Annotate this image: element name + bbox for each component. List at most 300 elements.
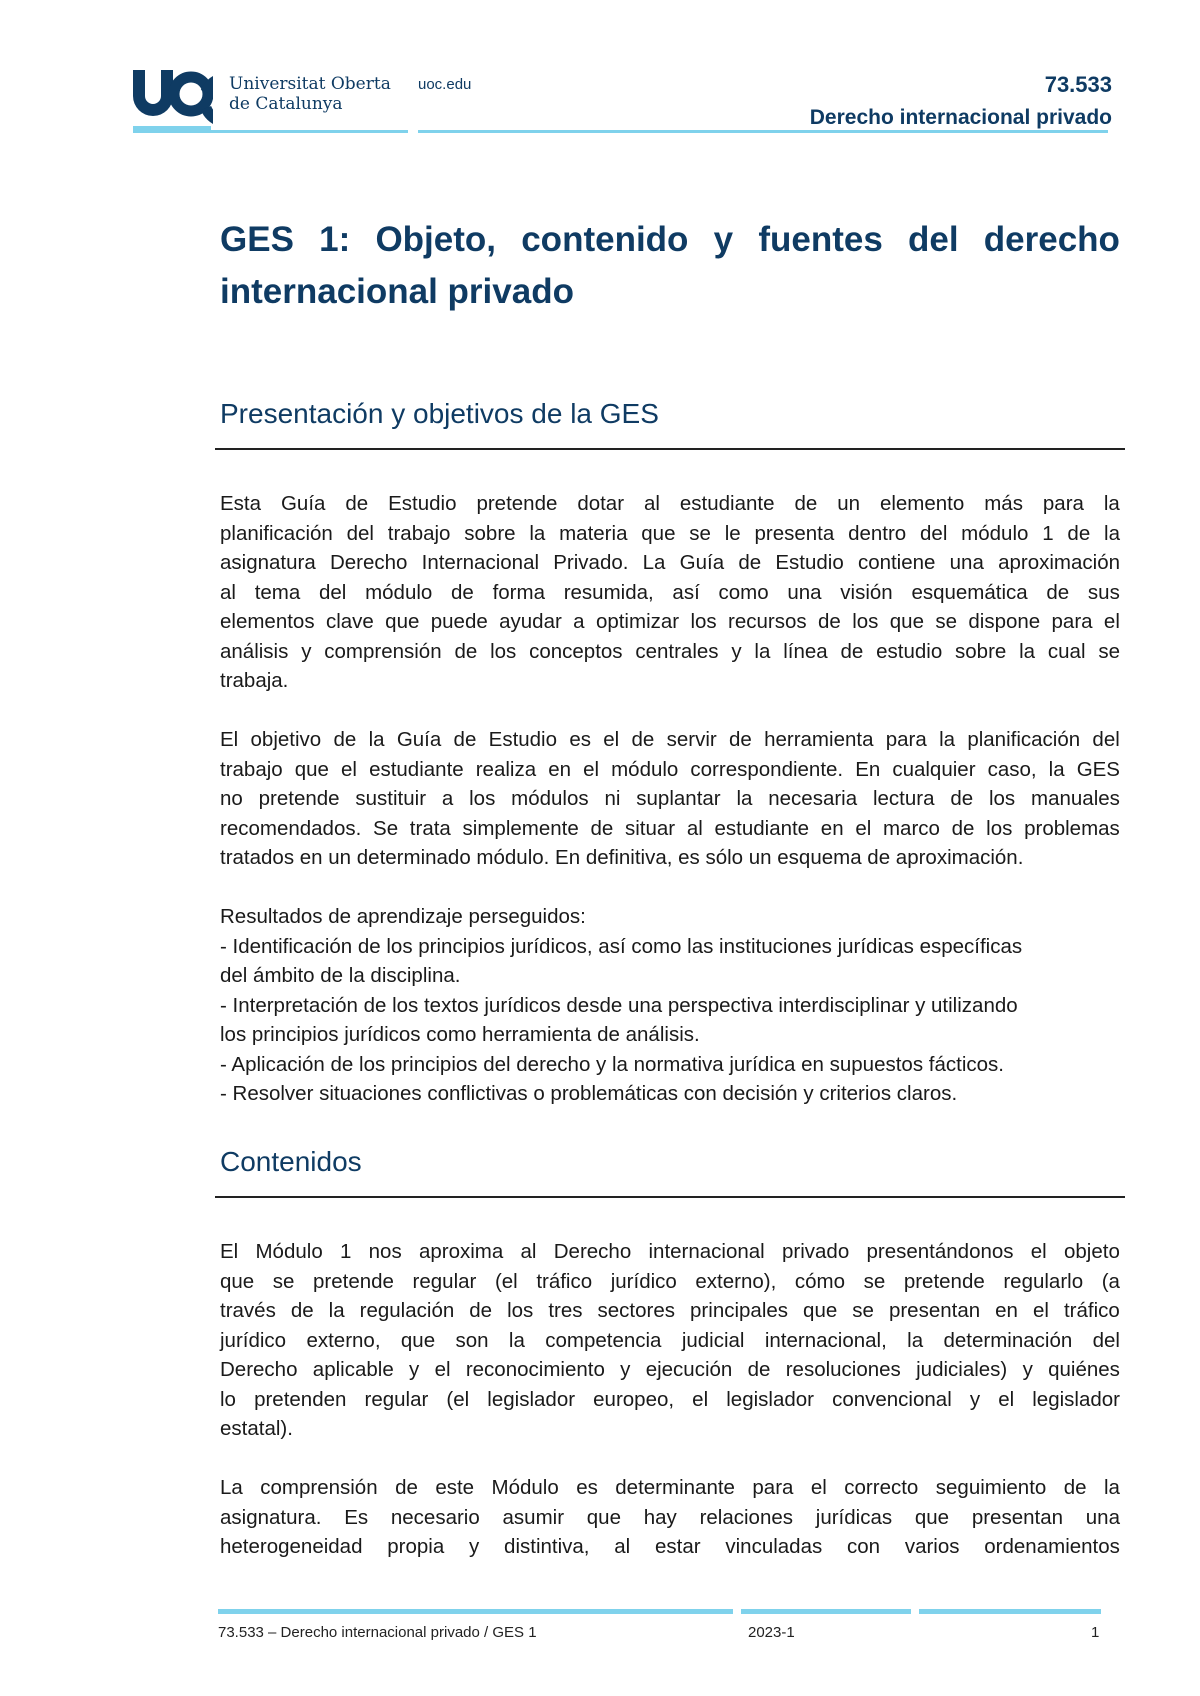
word: relaciones xyxy=(699,1505,794,1529)
text-line: tratados en un determinado módulo. En definitiva, es sólo un esquema de aproximación. xyxy=(220,846,1024,869)
word: En xyxy=(855,757,881,781)
word: a xyxy=(573,610,585,633)
word: pretende xyxy=(313,1269,394,1293)
word: realiza xyxy=(475,757,537,781)
text-line xyxy=(220,1355,1120,1385)
word: de xyxy=(747,1358,771,1381)
word: elemento xyxy=(879,492,965,515)
word: módulos xyxy=(511,787,589,810)
word: así xyxy=(672,580,700,604)
paragraph xyxy=(220,1473,1120,1562)
word: de xyxy=(290,1299,314,1322)
word: y xyxy=(731,639,742,663)
word: el xyxy=(603,728,620,751)
section-rule xyxy=(215,1196,1125,1198)
word: El xyxy=(220,728,239,751)
word: de xyxy=(738,551,762,574)
word: Estudio xyxy=(775,551,844,574)
word: los xyxy=(507,1299,534,1322)
word: estar xyxy=(655,1535,701,1558)
footer-semester: 2023-1 xyxy=(748,1624,795,1641)
word: no xyxy=(220,787,243,810)
word: suplantar xyxy=(636,787,721,810)
word: es xyxy=(576,1476,598,1499)
word: necesaria xyxy=(768,787,858,810)
word: contiene xyxy=(857,551,936,574)
word: Derecho xyxy=(220,1358,298,1381)
word: dispone xyxy=(968,610,1041,633)
word: pretende xyxy=(258,787,340,810)
word: El xyxy=(220,1240,239,1263)
word: el xyxy=(1032,1299,1049,1322)
word: reconocimiento xyxy=(465,1358,605,1381)
word: lectura xyxy=(872,787,935,810)
word: ordenamientos xyxy=(984,1535,1120,1558)
word: nos xyxy=(368,1240,402,1263)
word: Esta xyxy=(220,492,262,515)
footer-accent-bar xyxy=(741,1609,911,1614)
word: estudiante xyxy=(714,816,810,840)
word: (a xyxy=(1101,1269,1120,1293)
word: (el xyxy=(446,1387,470,1411)
word: Privado. xyxy=(553,551,629,574)
word: el xyxy=(341,757,357,781)
word: los xyxy=(690,610,717,633)
word: la xyxy=(508,1328,525,1352)
word: del xyxy=(1092,1328,1120,1352)
word: problemas xyxy=(1024,816,1120,840)
word: legislador xyxy=(726,1387,814,1411)
word: asignatura. xyxy=(220,1505,322,1529)
word: principales xyxy=(690,1299,789,1322)
word: los xyxy=(852,610,879,633)
paragraph xyxy=(220,725,1120,873)
word: y xyxy=(713,220,734,259)
word: seguimiento xyxy=(935,1476,1047,1499)
title-line: internacional privado xyxy=(220,272,574,311)
word: que xyxy=(385,610,420,633)
word: jurídico xyxy=(610,1269,677,1293)
word: externo, xyxy=(306,1328,381,1352)
word: de xyxy=(1046,580,1070,604)
word: que xyxy=(586,1505,621,1529)
word: en xyxy=(820,816,844,840)
word: La xyxy=(642,551,666,574)
text-line xyxy=(220,784,1120,814)
word: centrales xyxy=(635,639,719,663)
word: lo xyxy=(220,1387,236,1411)
word: se xyxy=(852,1299,874,1322)
text-line xyxy=(220,637,1120,667)
word: línea xyxy=(783,639,828,663)
paragraph xyxy=(220,489,1120,696)
word: caso, xyxy=(987,757,1037,781)
word: resumida, xyxy=(563,580,654,604)
word: la xyxy=(939,728,956,751)
word: pretende xyxy=(903,1269,985,1293)
word: objeto xyxy=(1064,1240,1120,1263)
text-line: los principios jurídicos como herramienta de análisis. xyxy=(220,1023,700,1046)
word: correcto xyxy=(844,1476,919,1499)
word: Objeto, xyxy=(375,220,497,259)
word: visión xyxy=(840,580,893,604)
course-name: Derecho internacional privado xyxy=(809,106,1112,129)
text-line xyxy=(220,578,1120,608)
text-line xyxy=(220,607,1120,637)
word: dentro xyxy=(848,521,907,545)
word: de xyxy=(631,728,655,751)
word: internacional xyxy=(648,1240,765,1263)
text-line xyxy=(220,548,1120,578)
footer-accent-bar xyxy=(218,1609,733,1614)
word: de xyxy=(395,1476,418,1499)
word: estudiante xyxy=(679,492,775,515)
word: y xyxy=(620,1358,631,1381)
word: legislador xyxy=(487,1387,576,1411)
word: de xyxy=(818,610,841,633)
word: se xyxy=(1098,639,1120,663)
word: judiciales) xyxy=(916,1358,1008,1381)
word: La xyxy=(220,1476,243,1499)
word: regulación xyxy=(359,1299,455,1322)
word: el xyxy=(855,816,872,840)
word: internacional, xyxy=(764,1328,887,1352)
word: Módulo xyxy=(255,1240,323,1263)
word: los xyxy=(986,816,1013,840)
word: servir xyxy=(666,728,717,751)
word: para xyxy=(752,1476,794,1499)
word: Guía xyxy=(280,492,326,515)
word: asumir xyxy=(502,1505,565,1529)
word: en xyxy=(995,1299,1018,1322)
word: módulo xyxy=(365,580,433,604)
word: trabajo xyxy=(387,521,451,545)
word: al xyxy=(520,1240,537,1263)
word: de xyxy=(333,728,357,751)
word: se xyxy=(689,521,711,545)
word: y xyxy=(469,1535,480,1558)
word: con xyxy=(847,1535,881,1558)
word: del xyxy=(318,580,347,604)
word: y xyxy=(1022,1358,1033,1381)
word: cómo xyxy=(794,1269,846,1293)
word: como xyxy=(718,580,769,604)
word: (el xyxy=(494,1269,518,1293)
word: un xyxy=(837,492,860,515)
word: módulo xyxy=(611,757,679,781)
word: de xyxy=(794,492,818,515)
text-line xyxy=(220,489,1120,519)
word: aplicable xyxy=(312,1358,394,1381)
word: la xyxy=(328,1299,345,1322)
text-line xyxy=(220,1385,1120,1415)
word: fuentes xyxy=(758,220,883,259)
text-line xyxy=(220,755,1120,785)
word: al xyxy=(614,1535,631,1558)
footer-course: 73.533 – Derecho internacional privado / GES 1 xyxy=(218,1624,537,1641)
word: manuales xyxy=(1031,787,1120,810)
word: resoluciones xyxy=(785,1358,901,1381)
word: de xyxy=(728,728,752,751)
word: planificación xyxy=(967,728,1081,751)
text-line xyxy=(220,1296,1120,1326)
word: ayudar xyxy=(499,610,562,633)
word: cualquier xyxy=(892,757,976,781)
word: herramienta xyxy=(764,728,874,751)
word: más xyxy=(984,492,1023,515)
word: clave xyxy=(325,610,374,633)
word: los xyxy=(469,787,496,810)
text-line xyxy=(220,725,1120,755)
word: legislador xyxy=(1032,1387,1120,1411)
word: se xyxy=(935,610,957,633)
word: de xyxy=(451,580,474,604)
text-line xyxy=(220,1503,1120,1533)
word: sobre xyxy=(464,521,516,545)
word: simplemente xyxy=(462,816,579,840)
word: materia xyxy=(559,521,628,545)
word: que xyxy=(914,1505,950,1529)
word: que xyxy=(400,1328,436,1352)
text-line xyxy=(220,519,1120,549)
word: la xyxy=(1104,1476,1120,1499)
word: pretenden xyxy=(254,1387,347,1411)
word: al xyxy=(686,816,703,840)
text-line xyxy=(220,1532,1120,1562)
word: para xyxy=(1051,610,1093,633)
word: Derecho xyxy=(553,1240,632,1263)
word: cual xyxy=(1047,639,1086,663)
word: determinación xyxy=(943,1328,1073,1352)
word: vinculadas xyxy=(725,1535,823,1558)
word: son xyxy=(455,1328,489,1352)
word: aproxima xyxy=(418,1240,504,1263)
word: regular xyxy=(412,1269,477,1293)
word: dotar xyxy=(577,492,625,515)
title-line xyxy=(220,214,1120,266)
word: la xyxy=(907,1328,924,1352)
word: para xyxy=(1042,492,1084,515)
word: conceptos xyxy=(529,639,623,663)
word: GES xyxy=(220,220,294,259)
word: análisis xyxy=(220,639,289,663)
word: regular xyxy=(364,1387,429,1411)
word: sobre xyxy=(955,639,1007,663)
word: la xyxy=(529,521,546,545)
word: el xyxy=(998,1387,1015,1411)
word: puede xyxy=(430,610,488,633)
word: esquemática xyxy=(911,580,1028,604)
word: para xyxy=(885,728,927,751)
word: varios xyxy=(904,1535,960,1558)
text-line: trabaja. xyxy=(220,669,289,692)
word: presentan xyxy=(971,1505,1064,1529)
word: que xyxy=(641,521,676,545)
word: el xyxy=(583,757,600,781)
site-link[interactable]: uoc.edu xyxy=(418,76,472,93)
word: forma xyxy=(492,580,545,604)
word: la xyxy=(736,787,753,810)
text-line: - Aplicación de los principios del derecho y la normativa jurídica en supuestos fácticos. xyxy=(220,1052,1004,1076)
word: se xyxy=(272,1269,295,1293)
word: 1: xyxy=(319,220,351,259)
word: de xyxy=(453,728,477,751)
text-line: del ámbito de la disciplina. xyxy=(220,964,461,987)
word: Estudio xyxy=(388,492,457,515)
text-line: Resultados de aprendizaje perseguidos: xyxy=(220,905,586,928)
course-code: 73.533 xyxy=(1044,72,1112,97)
header-accent-bar xyxy=(418,130,1108,133)
word: optimizar xyxy=(595,610,680,633)
word: sus xyxy=(1087,580,1120,604)
section-rule xyxy=(215,448,1125,450)
word: y xyxy=(969,1387,981,1411)
word: tres xyxy=(548,1299,583,1322)
word: los xyxy=(490,639,517,663)
word: es xyxy=(569,728,591,751)
word: Estudio xyxy=(488,728,558,751)
word: jurídico xyxy=(220,1328,287,1352)
word: la xyxy=(1019,639,1036,663)
word: una xyxy=(1085,1505,1120,1529)
word: regularlo xyxy=(1003,1269,1084,1293)
word: de xyxy=(345,492,369,515)
word: le xyxy=(724,521,741,545)
word: comprensión xyxy=(324,639,442,663)
word: módulo xyxy=(961,521,1029,545)
word: privado xyxy=(781,1240,850,1263)
footer-accent-bar xyxy=(919,1609,1101,1614)
word: la xyxy=(1104,521,1120,545)
word: través xyxy=(220,1299,276,1322)
word: recomendados. xyxy=(220,816,362,840)
text-line: - Resolver situaciones conflictivas o problemáticas con decisión y criterios claros. xyxy=(220,1082,958,1105)
word: se xyxy=(863,1269,886,1293)
word: la xyxy=(368,728,385,751)
word: Es xyxy=(344,1505,369,1529)
word: este xyxy=(435,1476,475,1499)
word: pretende xyxy=(476,492,558,515)
paragraph xyxy=(220,902,1120,1109)
word: tráfico xyxy=(1063,1299,1120,1322)
word: sectores xyxy=(597,1299,676,1322)
text-line: estatal). xyxy=(220,1417,293,1440)
word: Guía xyxy=(679,551,725,574)
word: jurídicas xyxy=(815,1505,893,1529)
word: los xyxy=(988,787,1016,810)
word: aproximación xyxy=(998,551,1120,574)
word: planificación xyxy=(220,521,333,545)
word: presentándonos xyxy=(866,1240,1014,1263)
text-line xyxy=(220,1326,1120,1356)
word: una xyxy=(787,580,822,604)
word: situar xyxy=(624,816,676,840)
word: ejecución xyxy=(645,1358,733,1381)
word: tema xyxy=(254,580,301,604)
word: ni xyxy=(604,787,621,810)
word: trabajo xyxy=(220,757,283,781)
word: de xyxy=(950,787,974,810)
word: objetivo xyxy=(250,728,322,751)
word: que xyxy=(889,610,924,633)
word: que xyxy=(220,1269,255,1293)
word: la xyxy=(754,639,771,663)
word: competencia xyxy=(545,1328,662,1352)
word: GES xyxy=(1076,757,1120,781)
word: determinante xyxy=(615,1476,735,1499)
text-line xyxy=(220,1237,1120,1267)
word: comprensión xyxy=(260,1476,378,1499)
word: el xyxy=(692,1387,709,1411)
word: tráfico xyxy=(536,1269,593,1293)
word: del xyxy=(907,220,959,259)
word: derecho xyxy=(983,220,1120,259)
word: externo), xyxy=(695,1269,777,1293)
word: y xyxy=(409,1358,420,1381)
word: Guía xyxy=(396,728,442,751)
word: elementos xyxy=(220,610,315,633)
word: al xyxy=(643,492,660,515)
word: marco xyxy=(882,816,940,840)
word: Se xyxy=(373,816,399,840)
page-title xyxy=(220,214,1120,318)
word: la xyxy=(1103,492,1120,515)
word: el xyxy=(1103,610,1120,633)
word: y xyxy=(301,639,312,663)
page-number: 1 xyxy=(1091,1624,1100,1641)
word: del xyxy=(920,521,948,545)
word: una xyxy=(949,551,984,574)
word: convencional xyxy=(832,1387,952,1411)
text-line: - Interpretación de los textos jurídicos desde una perspectiva interdisciplinar y utilizando xyxy=(220,993,1018,1017)
word: del xyxy=(346,521,374,545)
word: presenta xyxy=(754,521,835,545)
word: al xyxy=(220,580,236,604)
word: el xyxy=(1030,1240,1047,1263)
section-heading-presentacion: Presentación y objetivos de la GES xyxy=(220,398,659,429)
word: en xyxy=(548,757,571,781)
word: Internacional xyxy=(421,551,540,574)
header-accent-bar xyxy=(133,130,408,133)
text-line xyxy=(220,1473,1120,1503)
word: heterogeneidad xyxy=(220,1535,363,1558)
text-line xyxy=(220,814,1120,844)
logo-line: de Catalunya xyxy=(229,94,343,114)
word: de xyxy=(1067,521,1091,545)
word: que xyxy=(803,1299,838,1322)
word: estudiante xyxy=(369,757,464,781)
section-heading-contenidos: Contenidos xyxy=(220,1146,362,1177)
paragraph xyxy=(220,1237,1120,1444)
word: el xyxy=(434,1358,451,1381)
word: de xyxy=(454,639,478,663)
logo-text xyxy=(229,74,391,114)
word: quiénes xyxy=(1048,1358,1120,1381)
word: de xyxy=(590,816,614,840)
word: el xyxy=(810,1476,827,1499)
uoc-logo-icon xyxy=(133,70,213,134)
text-line xyxy=(220,1267,1120,1297)
word: a xyxy=(441,787,454,810)
word: del xyxy=(1092,728,1120,751)
word: estudio xyxy=(876,639,943,663)
text-line: - Identificación de los principios jurídicos, así como las instituciones jurídicas específicas xyxy=(220,934,1023,958)
word: europeo, xyxy=(593,1387,675,1411)
word: recursos xyxy=(728,610,807,633)
word: de xyxy=(951,816,975,840)
word: judicial xyxy=(681,1328,745,1352)
word: correspondiente. xyxy=(690,757,844,781)
